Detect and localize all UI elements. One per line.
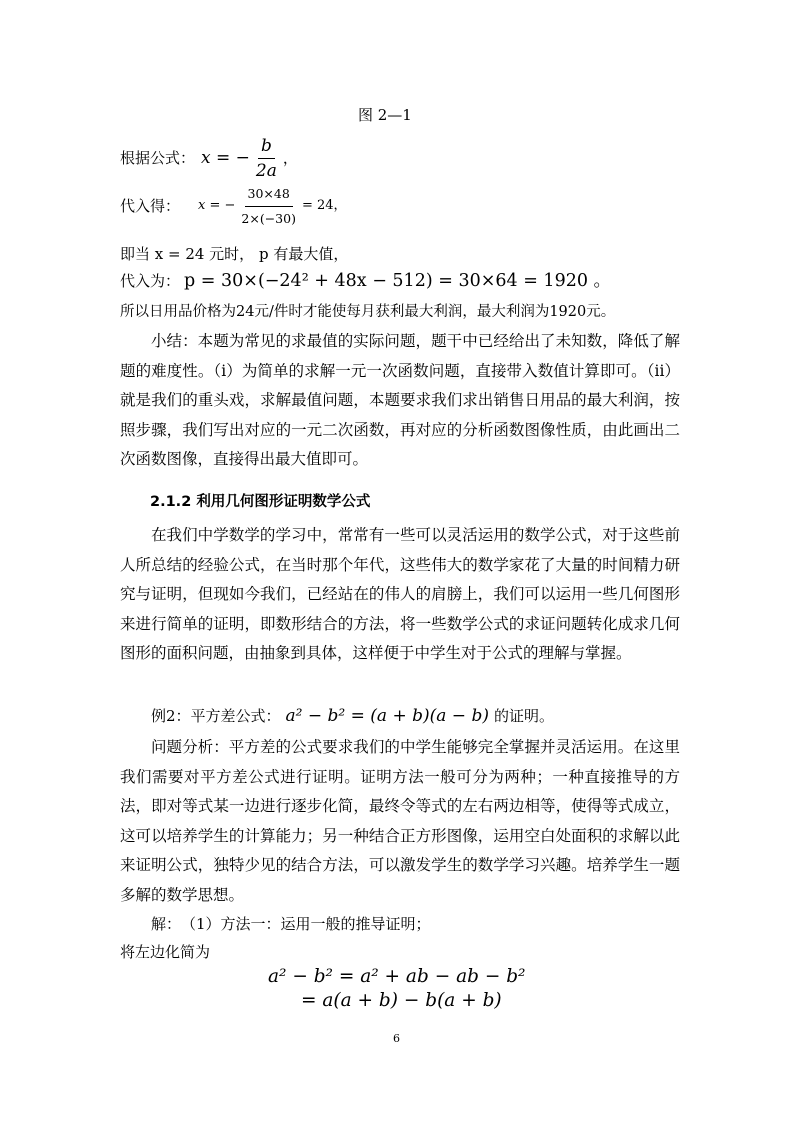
substitution-fraction <box>238 184 299 229</box>
example-line <box>151 706 554 726</box>
derivation-line-1: a² − b² = a² + ab − ab − b² <box>268 966 526 987</box>
formula-line <box>120 132 298 184</box>
section-paragraph: 在我们中学数学的学习中，常常有一些可以灵活运用的数学公式，对于这些前人所总结的经验公式，在当时那个年代，这些伟大的数学家花了大量的时间精力研究与证明，但现如今我们，已经站在的伟人的肩膀上，我们可以运用一些几何图形来进行简单的证明，即数形结合的方法，将一些数学公式的求证问题转化成求几何图形的面积问题，由抽象到具体，这样便于中学生对于公式的理解与掌握。 <box>120 526 680 662</box>
summary-paragraph: 小结：本题为常见的求最值的实际问题，题干中已经给出了未知数，降低了解题的难度性。（i）为简单的求解一元一次函数问题，直接带入数值计算即可。（ii）就是我们的重头戏，求解最值问题，本题要求我们求出销售日用品的最大利润，按照步骤，我们写出对应的一元二次函数，再对应的分析函数图像性质，由此画出二次函数图像，直接得出最大值即可。 <box>120 332 680 468</box>
substitute-max-expr: p = 30×(−24² + 48x − 512) = 30×64 = 1920 。 <box>184 271 612 291</box>
formula-lhs: x = − <box>201 148 250 168</box>
section-heading: 2.1.2 利用几何图形证明数学公式 <box>150 494 371 510</box>
substitution-line <box>120 182 347 230</box>
example-tail: 的证明。 <box>493 707 554 725</box>
formula-fraction <box>253 136 280 181</box>
substitution-rhs: = 24， <box>301 198 347 213</box>
substitution-label: 代入得： <box>120 197 181 215</box>
substitution-lhs: x = − <box>198 198 236 213</box>
analysis-paragraph: 问题分析：平方差的公式要求我们的中学生能够完全掌握并灵活运用。在这里我们需要对平方差公式进行证明。证明方法一般可分为两种；一种直接推导的方法，即对等式某一边进行逐步化简，最终令等式的左右两边相等，使得等式成立，这可以培养学生的计算能力；另一种结合正方形图像，运用空白处面积的求解以此来证明公式，独特少见的结合方法，可以激发学生的数学学习兴趣。培养学生一题多解的数学思想。 <box>120 738 680 904</box>
example-label: 例2：平方差公式： <box>151 707 281 725</box>
substitute-max-line <box>120 271 611 291</box>
simplify-label: 将左边化简为 <box>120 943 211 961</box>
solution-line: 解： （1）方法一：运用一般的推导证明； <box>151 915 431 933</box>
substitution-numerator: 30×48 <box>245 184 293 207</box>
figure-caption: 图 2—1 <box>358 106 412 124</box>
formula-tail: ， <box>282 149 298 167</box>
when-line: 即当 x = 24 元时， p 有最大值， <box>120 245 349 263</box>
conclusion-line: 所以日用品价格为24元/件时才能使每月获利最大利润，最大利润为1920元。 <box>120 304 616 320</box>
substitute-max-label: 代入为： <box>120 272 181 290</box>
substitution-denominator: 2×(−30) <box>241 210 296 226</box>
example-formula: a² − b² = (a + b)(a − b) <box>285 706 489 726</box>
formula-numerator: b <box>258 136 275 159</box>
derivation-line-2: = a(a + b) − b(a + b) <box>301 990 502 1011</box>
page-number: 6 <box>393 1032 400 1045</box>
formula-label: 根据公式： <box>120 149 196 167</box>
formula-denominator: 2a <box>255 160 277 181</box>
